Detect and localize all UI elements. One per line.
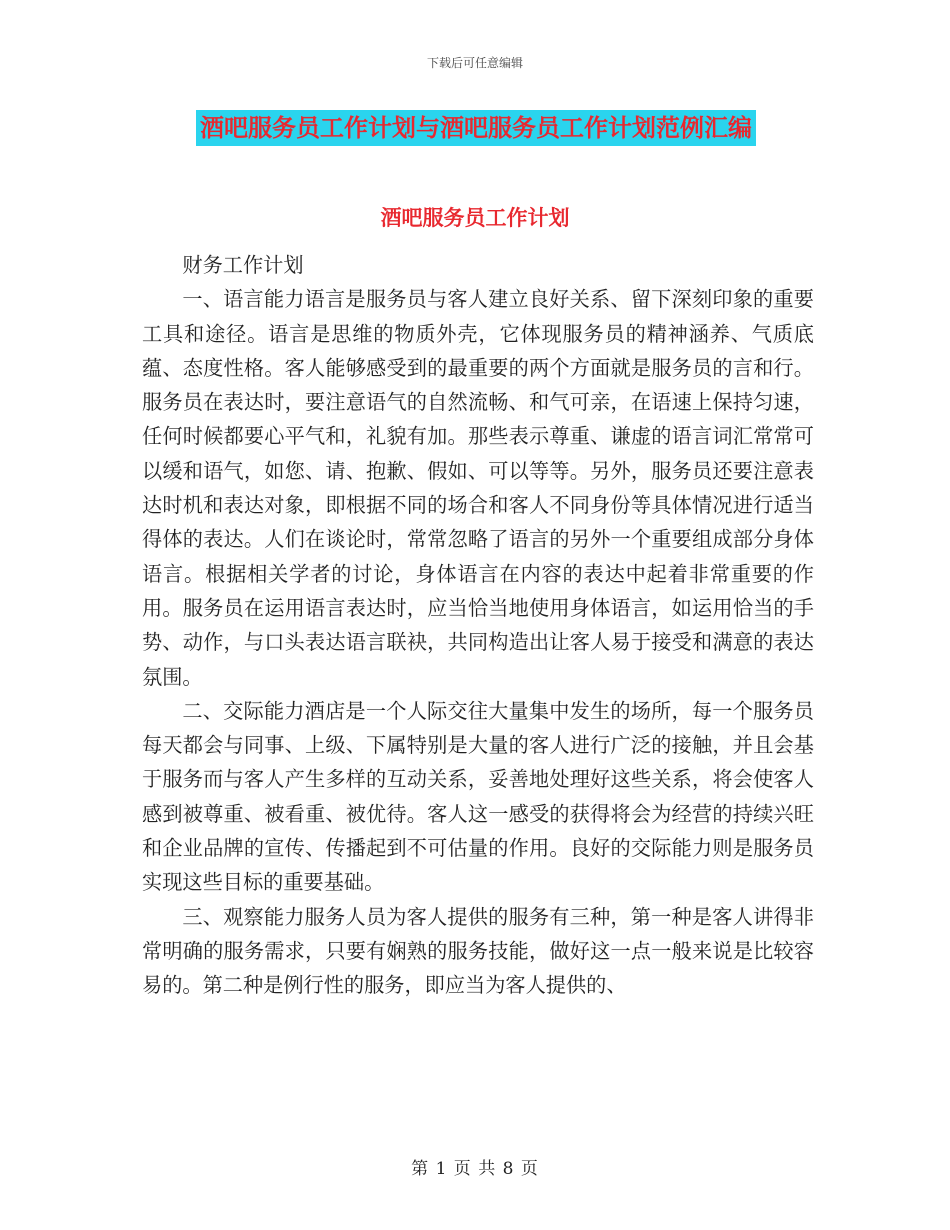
document-body [142, 248, 814, 1003]
page-number: 第 1 页 共 8 页 [411, 1159, 539, 1179]
paragraph: 三、观察能力服务人员为客人提供的服务有三种，第一种是客人讲得非常明确的服务需求，只要有娴熟的服务技能，做好这一点一般来说是比较容易的。第二种是例行性的服务，即应当为客人提供的、 [142, 904, 814, 998]
header-note: 下载后可任意编辑 [426, 56, 523, 70]
paragraph: 一、语言能力语言是服务员与客人建立良好关系、留下深刻印象的重要工具和途径。语言是思维的物质外壳，它体现服务员的精神涵养、气质底蕴、态度性格。客人能够感受到的最重要的两个方面就是服务员的言和行。服务员在表达时，要注意语气的自然流畅、和气可亲，在语速上保持匀速，任何时候都要心平气和，礼貌有加。那些表示尊重、谦虚的语言词汇常常可以缓和语气，如您、请、抱歉、假如、可以等等。另外，服务员还要注意表达时机和表达对象，即根据不同的场合和客人不同身份等具体情况进行适当得体的表达。人们在谈论时，常常忽略了语言的另外一个重要组成部分身体语言。根据相关学者的讨论，身体语言在内容的表达中起着非常重要的作用。服务员在运用语言表达时，应当恰当地使用身体语言，如运用恰当的手势、动作，与口头表达语言联袂，共同构造出让客人易于接受和满意的表达氛围。 [142, 287, 814, 689]
paragraph-heading: 财务工作计划 [182, 253, 304, 277]
document-title: 酒吧服务员工作计划与酒吧服务员工作计划范例汇编 [196, 110, 756, 146]
section-title: 酒吧服务员工作计划 [380, 205, 570, 230]
paragraph: 二、交际能力酒店是一个人际交往大量集中发生的场所，每一个服务员每天都会与同事、上级、下属特别是大量的客人进行广泛的接触，并且会基于服务而与客人产生多样的互动关系，妥善地处理好这些关系，将会使客人感到被尊重、被看重、被优待。客人这一感受的获得将会为经营的持续兴旺和企业品牌的宣传、传播起到不可估量的作用。良好的交际能力则是服务员实现这些目标的重要基础。 [142, 698, 814, 895]
